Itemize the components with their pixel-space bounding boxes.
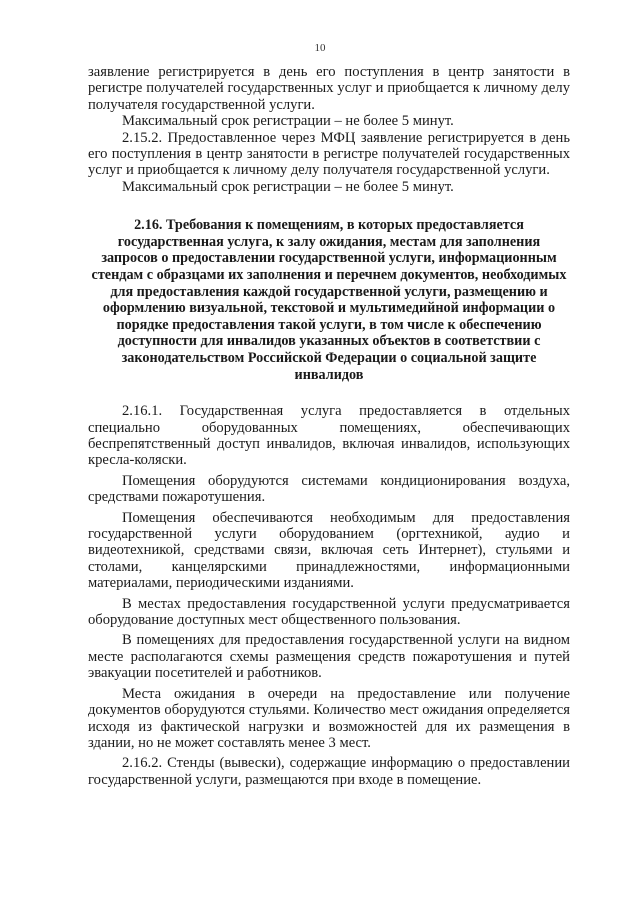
document-body <box>88 64 570 788</box>
paragraph-waiting-places: Места ожидания в очереди на предоставление или получение документов оборудуются стульями. Количество мест ожидания определяется исходя из фактической нагрузки и возможностей для их размещения в здании, но не может составлять менее 3 мест. <box>88 685 570 751</box>
paragraph-2-16-2: 2.16.2. Стенды (вывески), содержащие информацию о предоставлении государственной услуги, размещаются при входе в помещение. <box>88 755 570 788</box>
paragraph-max-registration-time-2: Максимальный срок регистрации – не более 5 минут. <box>122 178 454 195</box>
paragraph-max-registration-time: Максимальный срок регистрации – не более 5 минут. <box>122 113 454 130</box>
paragraph-public-places: В местах предоставления государственной услуги предусматривается оборудование доступных мест общественного пользования. <box>88 595 570 629</box>
paragraph-air-conditioning: Помещения оборудуются системами кондиционирования воздуха, средствами пожаротушения. <box>88 472 570 506</box>
paragraph-equipment: Помещения обеспечиваются необходимым для предоставления государственной услуги оборудованием (оргтехникой, аудио и видеотехникой, средствами связи, включая сеть Интернет), стульями и столами, канцелярскими принадлежностями, информационными материалами, периодическими изданиями. <box>88 509 570 592</box>
paragraph-2-16-1: 2.16.1. Государственная услуга предоставляется в отдельных специально оборудованных помещениях, обеспечивающих беспрепятственный доступ инвалидов, включая инвалидов, использующих кресла-коляски. <box>88 403 570 469</box>
section-heading-2-16: 2.16. Требования к помещениям, в которых предоставляется государственная услуга, к залу ожидания, местам для заполнения запросов о предоставлении государственной услуги, информационным стендам с образцами их заполнения и перечнем документов, необходимых для предоставления каждой государственной услуги, размещению и оформлению визуальной, текстовой и мультимедийной информации о порядке предоставления такой услуги, в том числе к обеспечению доступности для инвалидов указанных объектов в соответствии с законодательством Российской Федерации о социальной защите инвалидов <box>91 217 567 383</box>
page-number: 10 <box>314 42 326 54</box>
paragraph-2-15-2: 2.15.2. Предоставленное через МФЦ заявление регистрируется в день его поступления в центр занятости в регистре получателей государственных услуг и приобщается к личному делу получателя государственной услуги. <box>88 129 570 179</box>
paragraph-evacuation-schemes: В помещениях для предоставления государственной услуги на видном месте располагаются схемы размещения средств пожаротушения и путей эвакуации посетителей и работников. <box>88 632 570 682</box>
paragraph-continuation: заявление регистрируется в день его поступления в центр занятости в регистре получателей государственных услуг и приобщается к личному делу получателя государственной услуги. <box>88 64 570 113</box>
